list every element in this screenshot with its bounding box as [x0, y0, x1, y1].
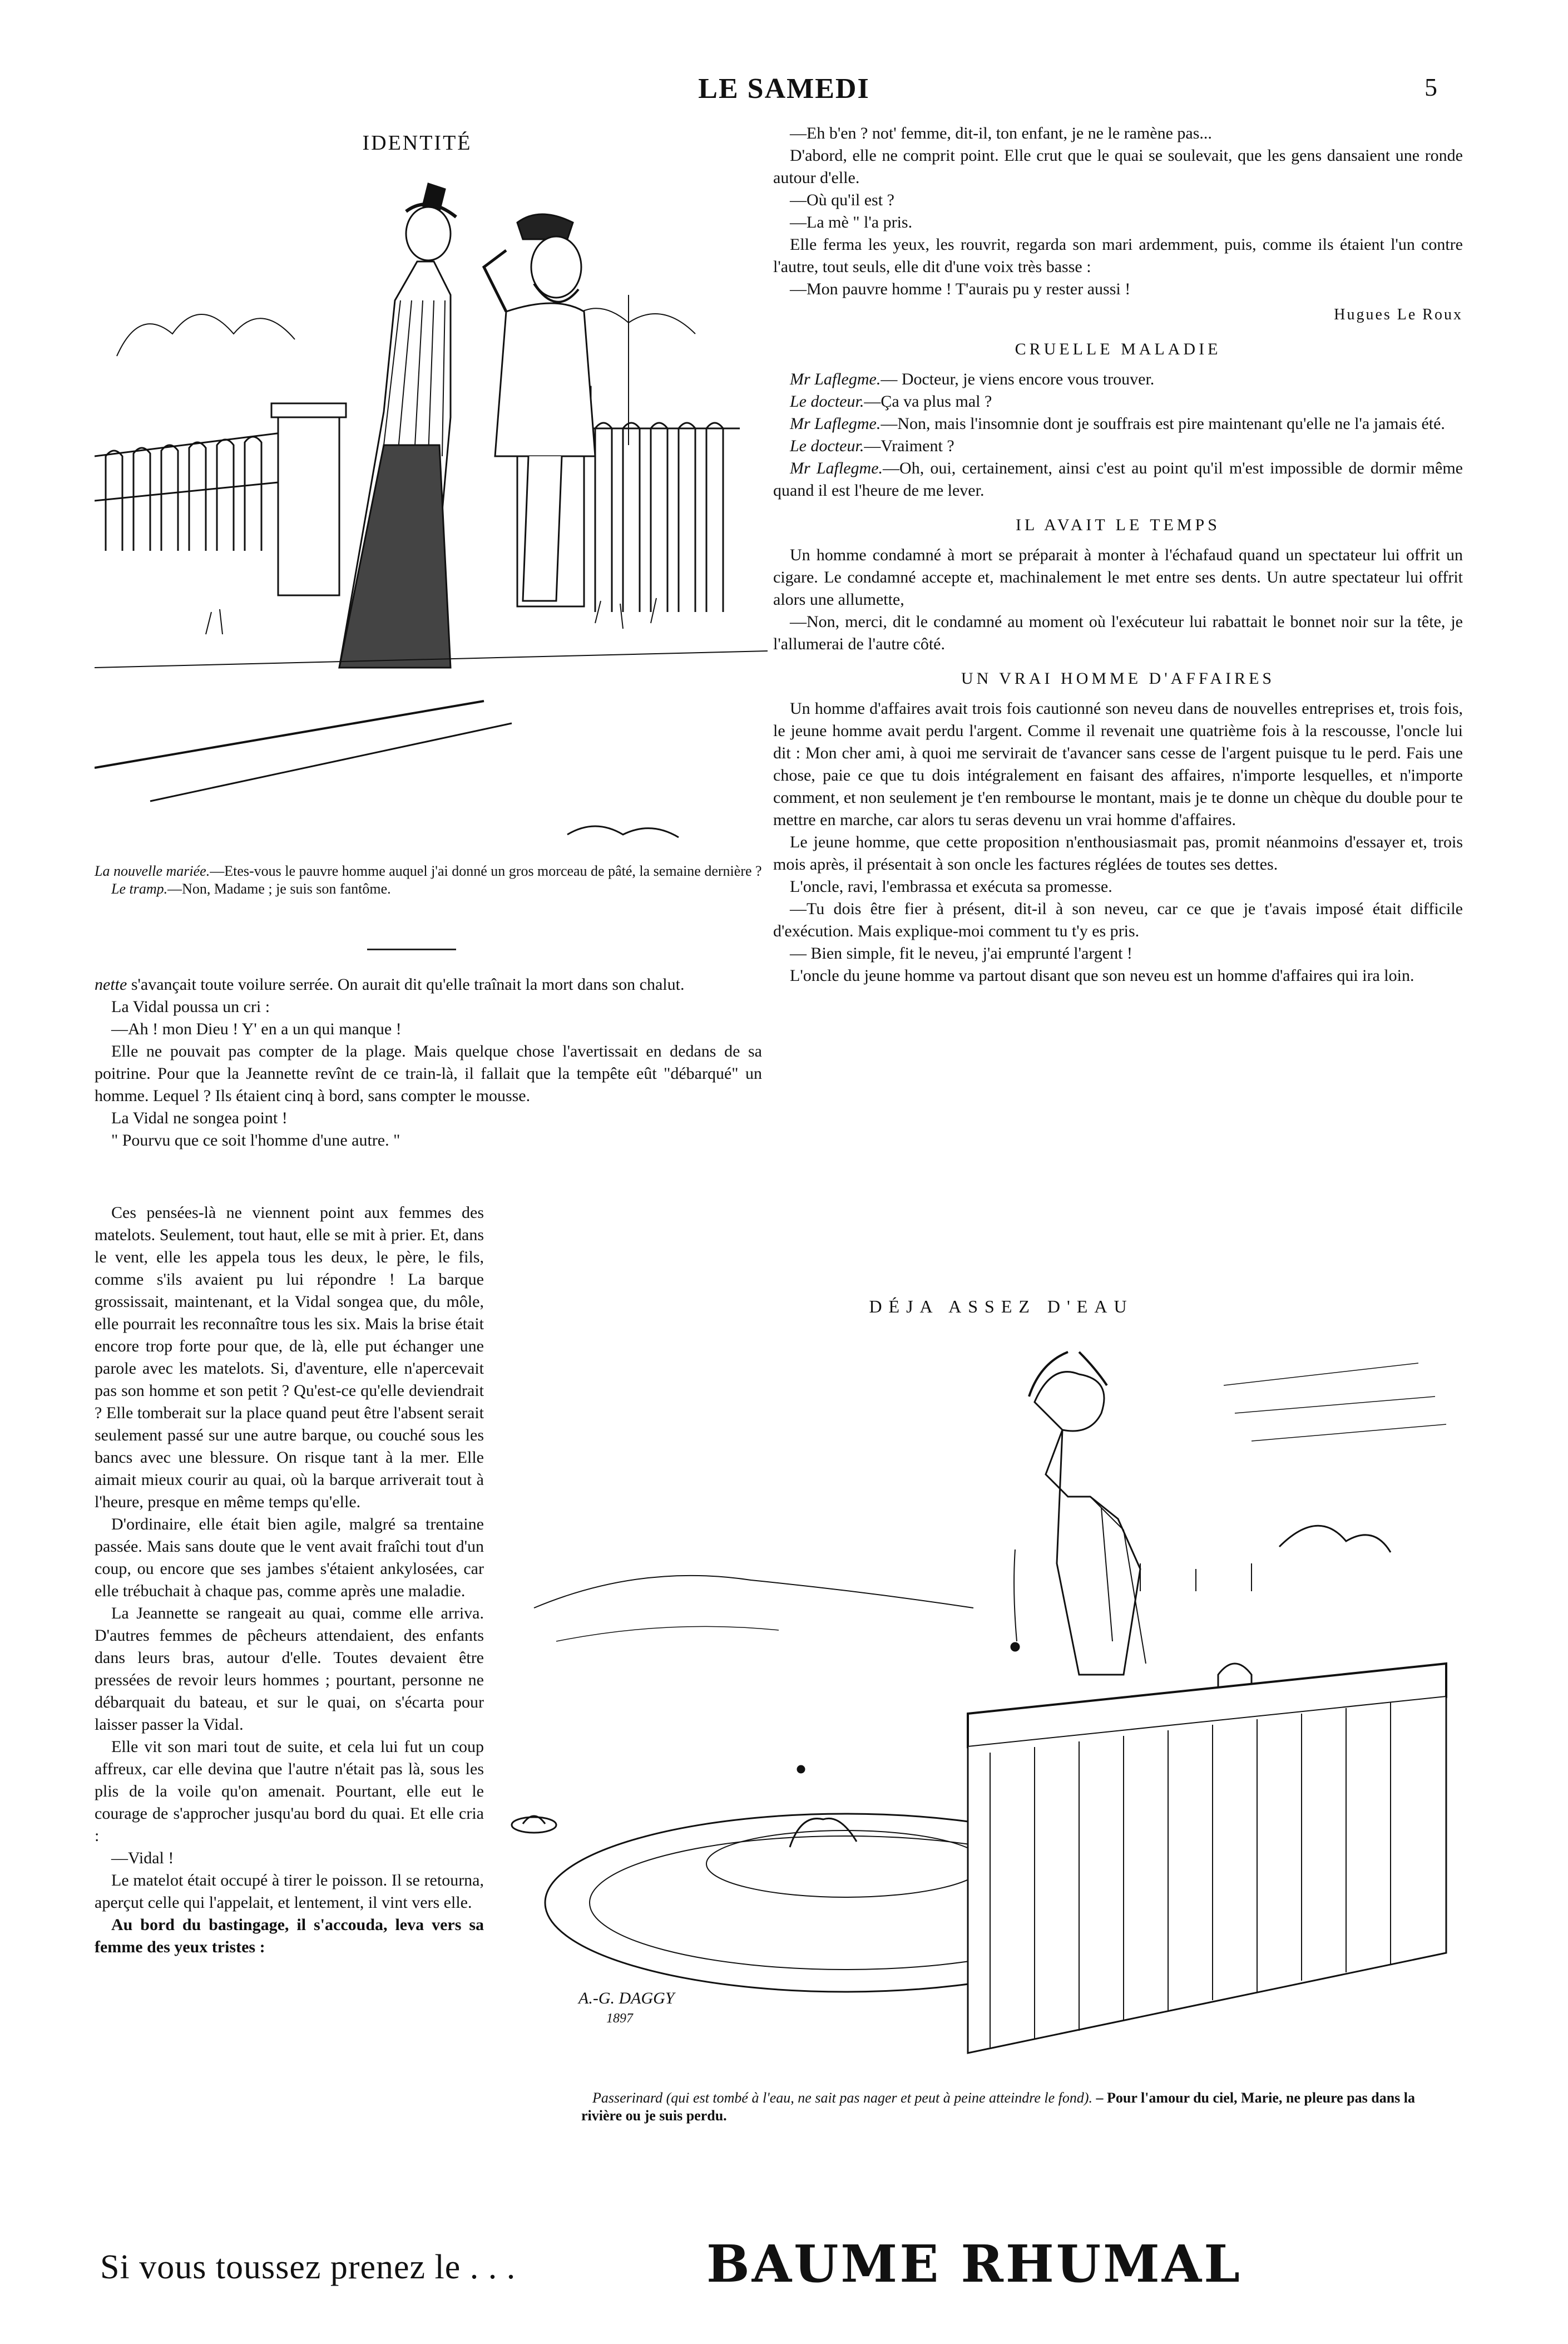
story-paragraph: Un homme d'affaires avait trois fois cautionné son neveu dans de nouvelles entreprises et, trois fois, le jeune homme avait perdu l'argent. Comme il revenait une quatrième fois à la rescousse, l'oncle lui dit : Mon cher ami, à quoi me servirait de t'avancer sans cesse de l'argent puisque tu le perd. Fais une chose, paie ce que tu dois intégralement en faisant des affaires, n'importe lesquelles, et n'importe comment, et non seulement je t'en rembourse le montant, mais je te donne un chèque du double pour te mettre en marche, car alors tu seras devenu un vrai homme d'affaires.: [773, 699, 1463, 829]
dialog-speaker: Mr Laflegme.: [790, 370, 881, 388]
page-number: 5: [1424, 73, 1437, 101]
deja-assez-drawing: [501, 1330, 1480, 2084]
story-paragraph: Elle vit son mari tout de suite, et cela lui fut un coup affreux, car elle devina que l'autre n'était pas là, sous les plis de la voile qu'on amenait. Pourtant, elle eut le courage de s'approcher jusqu'au bord du quai. Et elle cria :: [95, 1738, 484, 1845]
dialog-speaker: Mr Laflegme.: [790, 414, 881, 433]
deja-assez-illustration: [501, 1330, 1480, 2084]
story-paragraph: —Eh b'en ? not' femme, dit-il, ton enfant, je ne le ramène pas...: [790, 124, 1212, 142]
story-paragraph: — Bien simple, fit le neveu, j'ai emprunté l'argent !: [790, 944, 1132, 963]
identite-caption: [95, 862, 768, 898]
dialog-line: — Docteur, je viens encore vous trouver.: [881, 370, 1155, 388]
story-paragraph: Le matelot était occupé à tirer le poisson. Il se retourna, aperçut celle qui l'appelait, et lentement, il vint vers elle.: [95, 1871, 484, 1912]
identite-title: IDENTITÉ: [362, 131, 472, 155]
story-paragraph: Ces pensées-là ne viennent point aux femmes des matelots. Seulement, tout haut, elle se mit à prier. Et, dans le vent, elle les appela tous les deux, le père, le fils, comme s'ils avaient pu lui répondre ! La barque grossissait, maintenant, et la Vidal songea que, du môle, elle pourrait les reconnaître tous les six. Mais la brise était encore trop forte pour que, de là, elle put échanger une parole avec les matelots. Si, d'aventure, elle n'apercevait pas son homme et son petit ? Qu'est-ce qu'elle deviendrait ? Elle tomberait sur la place quand peut être l'absent serait seulement passé sur une autre barque, ou couché sous les bancs avec une blessure. On risque tant à la mer. Elle aimait mieux courir au quai, où la barque arriverait tout à l'heure, presque en même temps qu'elle.: [95, 1203, 484, 1511]
caption-speaker-tramp: Le tramp.: [111, 881, 168, 897]
story-paragraph: " Pourvu que ce soit l'homme d'une autre. ": [111, 1131, 400, 1149]
story-paragraph: L'oncle du jeune homme va partout disant que son neveu est un homme d'affaires qui ira loin.: [790, 966, 1414, 985]
story-paragraph: La Vidal ne songea point !: [111, 1109, 288, 1127]
caption-bold: – Pour l'amour du ciel, Marie, ne pleure pas dans la rivière ou je suis perdu.: [581, 2090, 1416, 2124]
illustration-year: 1897: [606, 2011, 633, 2026]
il-avait-le-temps-title: IL AVAIT LE TEMPS: [1016, 516, 1220, 534]
story-paragraph: Elle ne pouvait pas compter de la plage. Mais quelque chose l'avertissait en dedans de sa poitrine. Pour que la Jeannette revînt de ce train-là, il fallait que la tempête eût "débarqué" un homme. Lequel ? Ils étaient cinq à bord, sans compter le mousse.: [95, 1042, 762, 1105]
story-paragraph: —Où qu'il est ?: [790, 191, 894, 209]
separator-rule: [367, 949, 456, 950]
story-paragraph: La Vidal poussa un cri :: [111, 998, 270, 1016]
story-signature: Hugues Le Roux: [1334, 306, 1463, 323]
dialog-line: —Oh, oui, certainement, ainsi c'est au point qu'il m'est impossible de dormir même quand il est l'heure de me lever.: [773, 459, 1463, 500]
story-paragraph: L'oncle, ravi, l'embrassa et exécuta sa promesse.: [790, 877, 1112, 896]
story-paragraph: Le jeune homme, que cette proposition n'enthousiasmait pas, promit néanmoins d'essayer et, trois mois après, il présentait à son oncle les factures réglées de toutes ses dettes.: [773, 833, 1463, 874]
dialog-line: —Non, mais l'insomnie dont je souffrais est pire maintenant qu'elle ne l'a jamais été.: [881, 414, 1445, 433]
story-paragraph: s'avançait toute voilure serrée. On aurait dit qu'elle traînait la mort dans son chalut.: [127, 975, 685, 994]
story-left-lower: [95, 1202, 484, 1958]
story-paragraph: —La mè " l'a pris.: [790, 213, 913, 231]
newspaper-title: LE SAMEDI: [698, 73, 870, 105]
dialog-speaker: Le docteur.: [790, 392, 864, 411]
story-paragraph: —Tu dois être fier à présent, dit-il à son neveu, car ce que je t'avais imposé était difficile d'exécution. Mais explique-moi comment tu t'y es pris.: [773, 900, 1463, 940]
dialog-line: —Ça va plus mal ?: [864, 392, 992, 411]
illustrator-signature: A.-G. DAGGY: [578, 1989, 675, 2007]
caption-line-tramp: —Non, Madame ; je suis son fantôme.: [167, 881, 391, 897]
dialog-line: —Vraiment ?: [864, 437, 954, 455]
story-paragraph: —Non, merci, dit le condamné au moment où l'exécuteur lui rabattait le bonnet noir sur la tête, je l'allumerai de l'autre côté.: [773, 613, 1463, 653]
dialog-speaker: Mr Laflegme.: [790, 459, 883, 477]
identite-drawing: [95, 167, 768, 857]
deja-assez-caption: [581, 2089, 1449, 2125]
caption-italic: Passerinard (qui est tombé à l'eau, ne sait pas nager et peut à peine atteindre le fond).: [592, 2090, 1093, 2106]
story-paragraph: Un homme condamné à mort se préparait à monter à l'échafaud quand un spectateur lui offrit un cigare. Le condamné accepte et, machinalement le met entre ses dents. Un autre spectateur lui offrit alors une allumette,: [773, 546, 1463, 609]
story-paragraph: Elle ferma les yeux, les rouvrit, regarda son mari ardemment, puis, comme ils étaient l'un contre l'autre, tout seuls, elle dit d'une voix très basse :: [773, 235, 1463, 276]
ad-tagline: Si vous toussez prenez le . . .: [100, 2248, 516, 2286]
story-paragraph: D'ordinaire, elle était bien agile, malgré sa trentaine passée. Mais sans doute que le vent avait fraîchi tout d'un coup, ou encore que ses jambes s'étaient ankylosées, car elle trébuchait à chaque pas, comme après une maladie.: [95, 1515, 484, 1600]
caption-line-bride: —Etes-vous le pauvre homme auquel j'ai donné un gros morceau de pâté, la semaine dernière ?: [210, 863, 762, 879]
story-paragraph: —Vidal !: [111, 1849, 174, 1867]
story-paragraph: D'abord, elle ne comprit point. Elle crut que le quai se soulevait, que les gens dansaient une ronde autour d'elle.: [773, 146, 1463, 187]
vrai-homme-title: UN VRAI HOMME D'AFFAIRES: [961, 669, 1275, 688]
deja-assez-title: DÉJA ASSEZ D'EAU: [869, 1296, 1134, 1316]
identite-illustration: [95, 167, 768, 857]
story-paragraph: Au bord du bastingage, il s'accouda, leva vers sa femme des yeux tristes :: [95, 1916, 484, 1956]
caption-speaker-bride: La nouvelle mariée.: [95, 863, 210, 879]
cruelle-maladie-title: CRUELLE MALADIE: [1015, 340, 1221, 358]
story-italic-word: nette: [95, 975, 127, 994]
dialog-speaker: Le docteur.: [790, 437, 864, 455]
right-column: [773, 122, 1463, 987]
story-left-upper: [95, 974, 762, 1152]
story-paragraph: —Ah ! mon Dieu ! Y' en a un qui manque !: [111, 1020, 402, 1038]
ad-brand: BAUME RHUMAL: [706, 2234, 1242, 2294]
story-paragraph: La Jeannette se rangeait au quai, comme elle arriva. D'autres femmes de pêcheurs attendaient, des enfants dans leurs bras, autour d'elle. Toutes devaient être pressées de revoir leurs hommes ; pourtant, personne ne débarquait du bateau, et sur le quai, on s'écarta pour laisser passer la Vidal.: [95, 1604, 484, 1734]
story-paragraph: —Mon pauvre homme ! T'aurais pu y rester aussi !: [790, 280, 1131, 298]
